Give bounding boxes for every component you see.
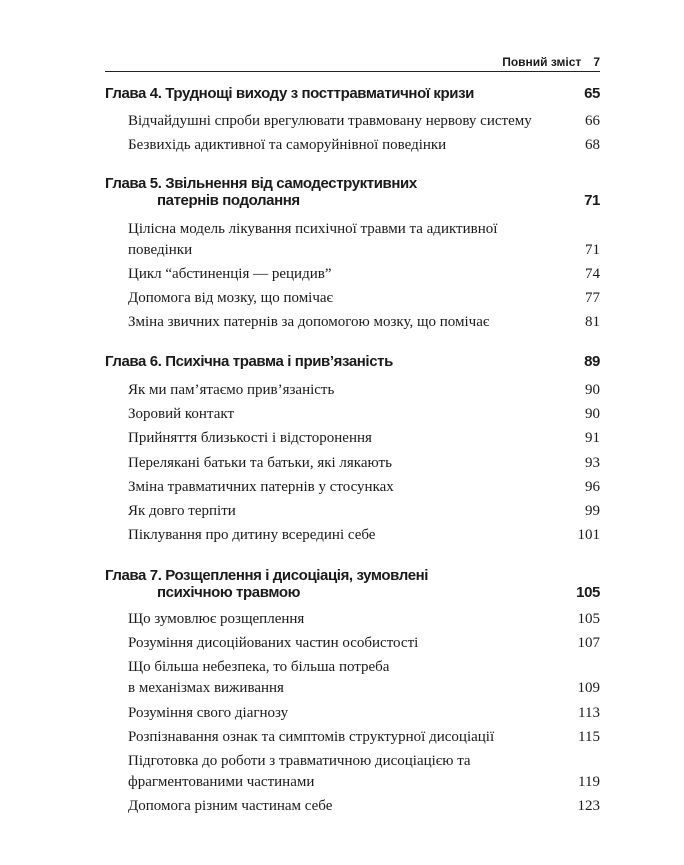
section-title: Перелякані батьки та батьки, які лякають <box>128 455 392 471</box>
toc-section <box>128 703 600 724</box>
section-page: 107 <box>577 635 600 651</box>
toc-chapter <box>105 567 600 601</box>
chapter-page: 89 <box>584 353 600 370</box>
toc-section <box>128 428 600 449</box>
chapter-title-continued: патернів подолання <box>157 192 300 209</box>
toc-section <box>128 751 600 793</box>
toc-section <box>128 609 600 630</box>
chapter-page: 105 <box>576 584 600 601</box>
toc-section <box>128 501 600 522</box>
header-rule <box>105 71 600 72</box>
section-page: 96 <box>585 479 600 495</box>
section-title: Піклування про дитину всередині себе <box>128 527 376 543</box>
section-page: 99 <box>585 503 600 519</box>
section-title-continued: в механізмах виживання <box>128 680 284 696</box>
section-title: Допомога від мозку, що помічає <box>128 290 333 306</box>
chapter-title-continued: психічною травмою <box>157 584 300 601</box>
section-page: 101 <box>577 527 600 543</box>
toc-section <box>128 111 600 132</box>
section-title: Зміна травматичних патернів у стосунках <box>128 479 394 495</box>
section-title: Розуміння дисоційованих частин особистості <box>128 635 419 651</box>
toc-section <box>128 312 600 333</box>
toc-section <box>128 727 600 748</box>
toc-section <box>128 288 600 309</box>
toc-section <box>128 657 600 699</box>
toc-chapter <box>105 85 600 102</box>
section-title: Відчайдушні спроби врегулювати травмовану нервову систему <box>128 113 532 129</box>
section-title: Цілісна модель лікування психічної травми та адиктивної <box>128 221 498 237</box>
chapter-title: Глава 4. Труднощі виходу з посттравматичної кризи <box>105 85 474 102</box>
section-title: Як ми пам’ятаємо прив’язаність <box>128 382 335 398</box>
toc-section <box>128 525 600 546</box>
section-page: 113 <box>578 705 600 721</box>
page-number: 7 <box>593 55 600 69</box>
section-title: Безвихідь адиктивної та саморуйнівної поведінки <box>128 137 447 153</box>
toc-section <box>128 404 600 425</box>
section-page: 68 <box>585 137 600 153</box>
toc-section <box>128 135 600 156</box>
section-page: 66 <box>585 113 600 129</box>
toc-section <box>128 453 600 474</box>
section-title: Прийняття близькості і відсторонення <box>128 430 372 446</box>
toc-chapter <box>105 175 600 209</box>
section-title: Цикл “абстиненція — рецидив” <box>128 266 332 282</box>
chapter-page: 71 <box>584 192 600 209</box>
section-page: 71 <box>585 242 600 258</box>
section-page: 91 <box>585 430 600 446</box>
section-title: Допомога різним частинам себе <box>128 798 333 814</box>
section-title: Що зумовлює розщеплення <box>128 611 305 627</box>
section-title-continued: поведінки <box>128 242 193 258</box>
toc-section <box>128 633 600 654</box>
chapter-title: Глава 5. Звільнення від самодеструктивних <box>105 175 417 192</box>
section-title-continued: фрагментованими частинами <box>128 774 315 790</box>
toc-section <box>128 796 600 817</box>
section-title: Розпізнавання ознак та симптомів структурної дисоціації <box>128 729 495 745</box>
section-page: 109 <box>577 680 600 696</box>
running-head-title: Повний зміст <box>502 55 582 69</box>
chapter-title: Глава 7. Розщеплення і дисоціація, зумовлені <box>105 567 429 584</box>
toc-section <box>128 380 600 401</box>
section-title: Що більша небезпека, то більша потреба <box>128 659 390 675</box>
section-page: 93 <box>585 455 600 471</box>
section-page: 119 <box>578 774 600 790</box>
section-page: 115 <box>578 729 600 745</box>
section-title: Як довго терпіти <box>128 503 236 519</box>
section-page: 77 <box>585 290 600 306</box>
chapter-page: 65 <box>584 85 600 102</box>
section-title: Зміна звичних патернів за допомогою мозку, що помічає <box>128 314 490 330</box>
toc-chapter <box>105 353 600 370</box>
section-page: 74 <box>585 266 600 282</box>
section-page: 81 <box>585 314 600 330</box>
running-head <box>105 52 600 72</box>
toc-section <box>128 219 600 261</box>
section-title: Розуміння свого діагнозу <box>128 705 289 721</box>
toc-section <box>128 264 600 285</box>
chapter-title: Глава 6. Психічна травма і прив’язаність <box>105 353 393 370</box>
section-page: 105 <box>577 611 600 627</box>
section-page: 123 <box>577 798 600 814</box>
section-page: 90 <box>585 382 600 398</box>
section-title: Підготовка до роботи з травматичною дисоціацією та <box>128 753 471 769</box>
section-title: Зоровий контакт <box>128 406 234 422</box>
toc-section <box>128 477 600 498</box>
section-page: 90 <box>585 406 600 422</box>
